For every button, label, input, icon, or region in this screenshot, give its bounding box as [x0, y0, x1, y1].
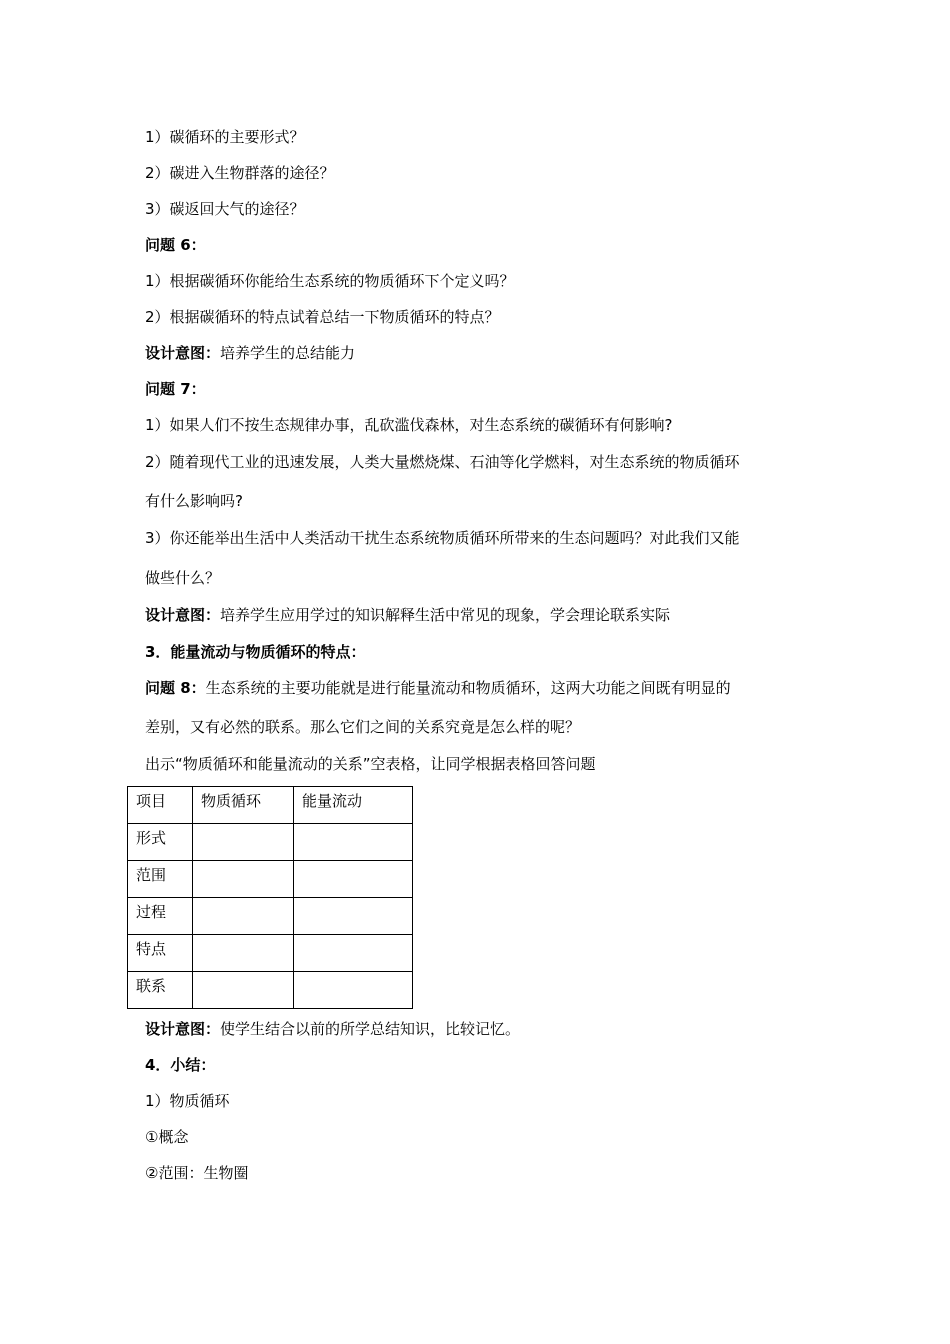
table-cell-empty: [193, 824, 294, 861]
question-carbon-return: 3）碳返回大气的途径？: [145, 200, 305, 218]
design-intent-3: 设计意图：使学生结合以前的所学总结知识，比较记忆。: [145, 1020, 521, 1038]
design-intent-2: 设计意图：培养学生应用学过的知识解释生活中常见的现象，学会理论联系实际: [145, 606, 671, 624]
table-header-cell: 能量流动: [294, 787, 413, 824]
table-row: [128, 972, 413, 1009]
table-row-label: 联系: [128, 972, 193, 1009]
question-7-item-2: 2）随着现代工业的迅速发展，人类大量燃烧煤、石油等化学燃料，对生态系统的物质循环: [145, 453, 740, 471]
table-header-cell: 物质循环: [193, 787, 294, 824]
section-3-heading: 3．能量流动与物质循环的特点：: [145, 643, 366, 661]
question-7-item-1: 1）如果人们不按生态规律办事，乱砍滥伐森林，对生态系统的碳循环有何影响?: [145, 416, 673, 434]
question-carbon-enter: 2）碳进入生物群落的途径？: [145, 164, 335, 182]
table-row: [128, 935, 413, 972]
table-cell-empty: [294, 935, 413, 972]
question-7-item-2-cont: 有什么影响吗?: [145, 492, 243, 510]
table-cell-empty: [294, 972, 413, 1009]
table-cell-empty: [193, 861, 294, 898]
table-row-label: 形式: [128, 824, 193, 861]
question-8: 问题 8：生态系统的主要功能就是进行能量流动和物质循环，这两大功能之间既有明显的: [145, 679, 731, 697]
table-row-label: 过程: [128, 898, 193, 935]
table-cell-empty: [193, 935, 294, 972]
table-cell-empty: [193, 972, 294, 1009]
question-6-item-1: 1）根据碳循环你能给生态系统的物质循环下个定义吗？: [145, 272, 515, 290]
table-cell-empty: [294, 824, 413, 861]
summary-subitem-concept: ①概念: [145, 1128, 189, 1146]
table-row: [128, 824, 413, 861]
question-8-label: 问题 8：: [145, 679, 206, 697]
summary-item-1: 1）物质循环: [145, 1092, 230, 1110]
table-row: [128, 861, 413, 898]
summary-subitem-scope: ②范围：生物圈: [145, 1164, 249, 1182]
table-row-label: 特点: [128, 935, 193, 972]
question-6-item-2: 2）根据碳循环的特点试着总结一下物质循环的特点？: [145, 308, 500, 326]
design-intent-label: 设计意图：: [145, 606, 221, 624]
question-8-cont: 差别，又有必然的联系。那么它们之间的关系究竟是怎么样的呢？: [145, 718, 581, 736]
question-7-item-3-cont: 做些什么？: [145, 569, 221, 587]
table-cell-empty: [193, 898, 294, 935]
design-intent-label: 设计意图：: [145, 344, 221, 362]
table-instruction: 出示“物质循环和能量流动的关系”空表格，让同学根据表格回答问题: [145, 755, 596, 773]
heading-question-6: 问题 6：: [145, 236, 206, 254]
design-intent-label: 设计意图：: [145, 1020, 221, 1038]
table-cell-empty: [294, 898, 413, 935]
table-row: [128, 898, 413, 935]
table-header-row: [128, 787, 413, 824]
table-row-label: 范围: [128, 861, 193, 898]
question-carbon-form: 1）碳循环的主要形式？: [145, 128, 305, 146]
heading-question-7: 问题 7：: [145, 380, 206, 398]
question-7-item-3: 3）你还能举出生活中人类活动干扰生态系统物质循环所带来的生态问题吗？对此我们又能: [145, 529, 740, 547]
design-intent-1: 设计意图：培养学生的总结能力: [145, 344, 356, 362]
table-cell-empty: [294, 861, 413, 898]
relation-table: [127, 786, 413, 1009]
section-4-heading: 4．小结：: [145, 1056, 216, 1074]
table-header-cell: 项目: [128, 787, 193, 824]
